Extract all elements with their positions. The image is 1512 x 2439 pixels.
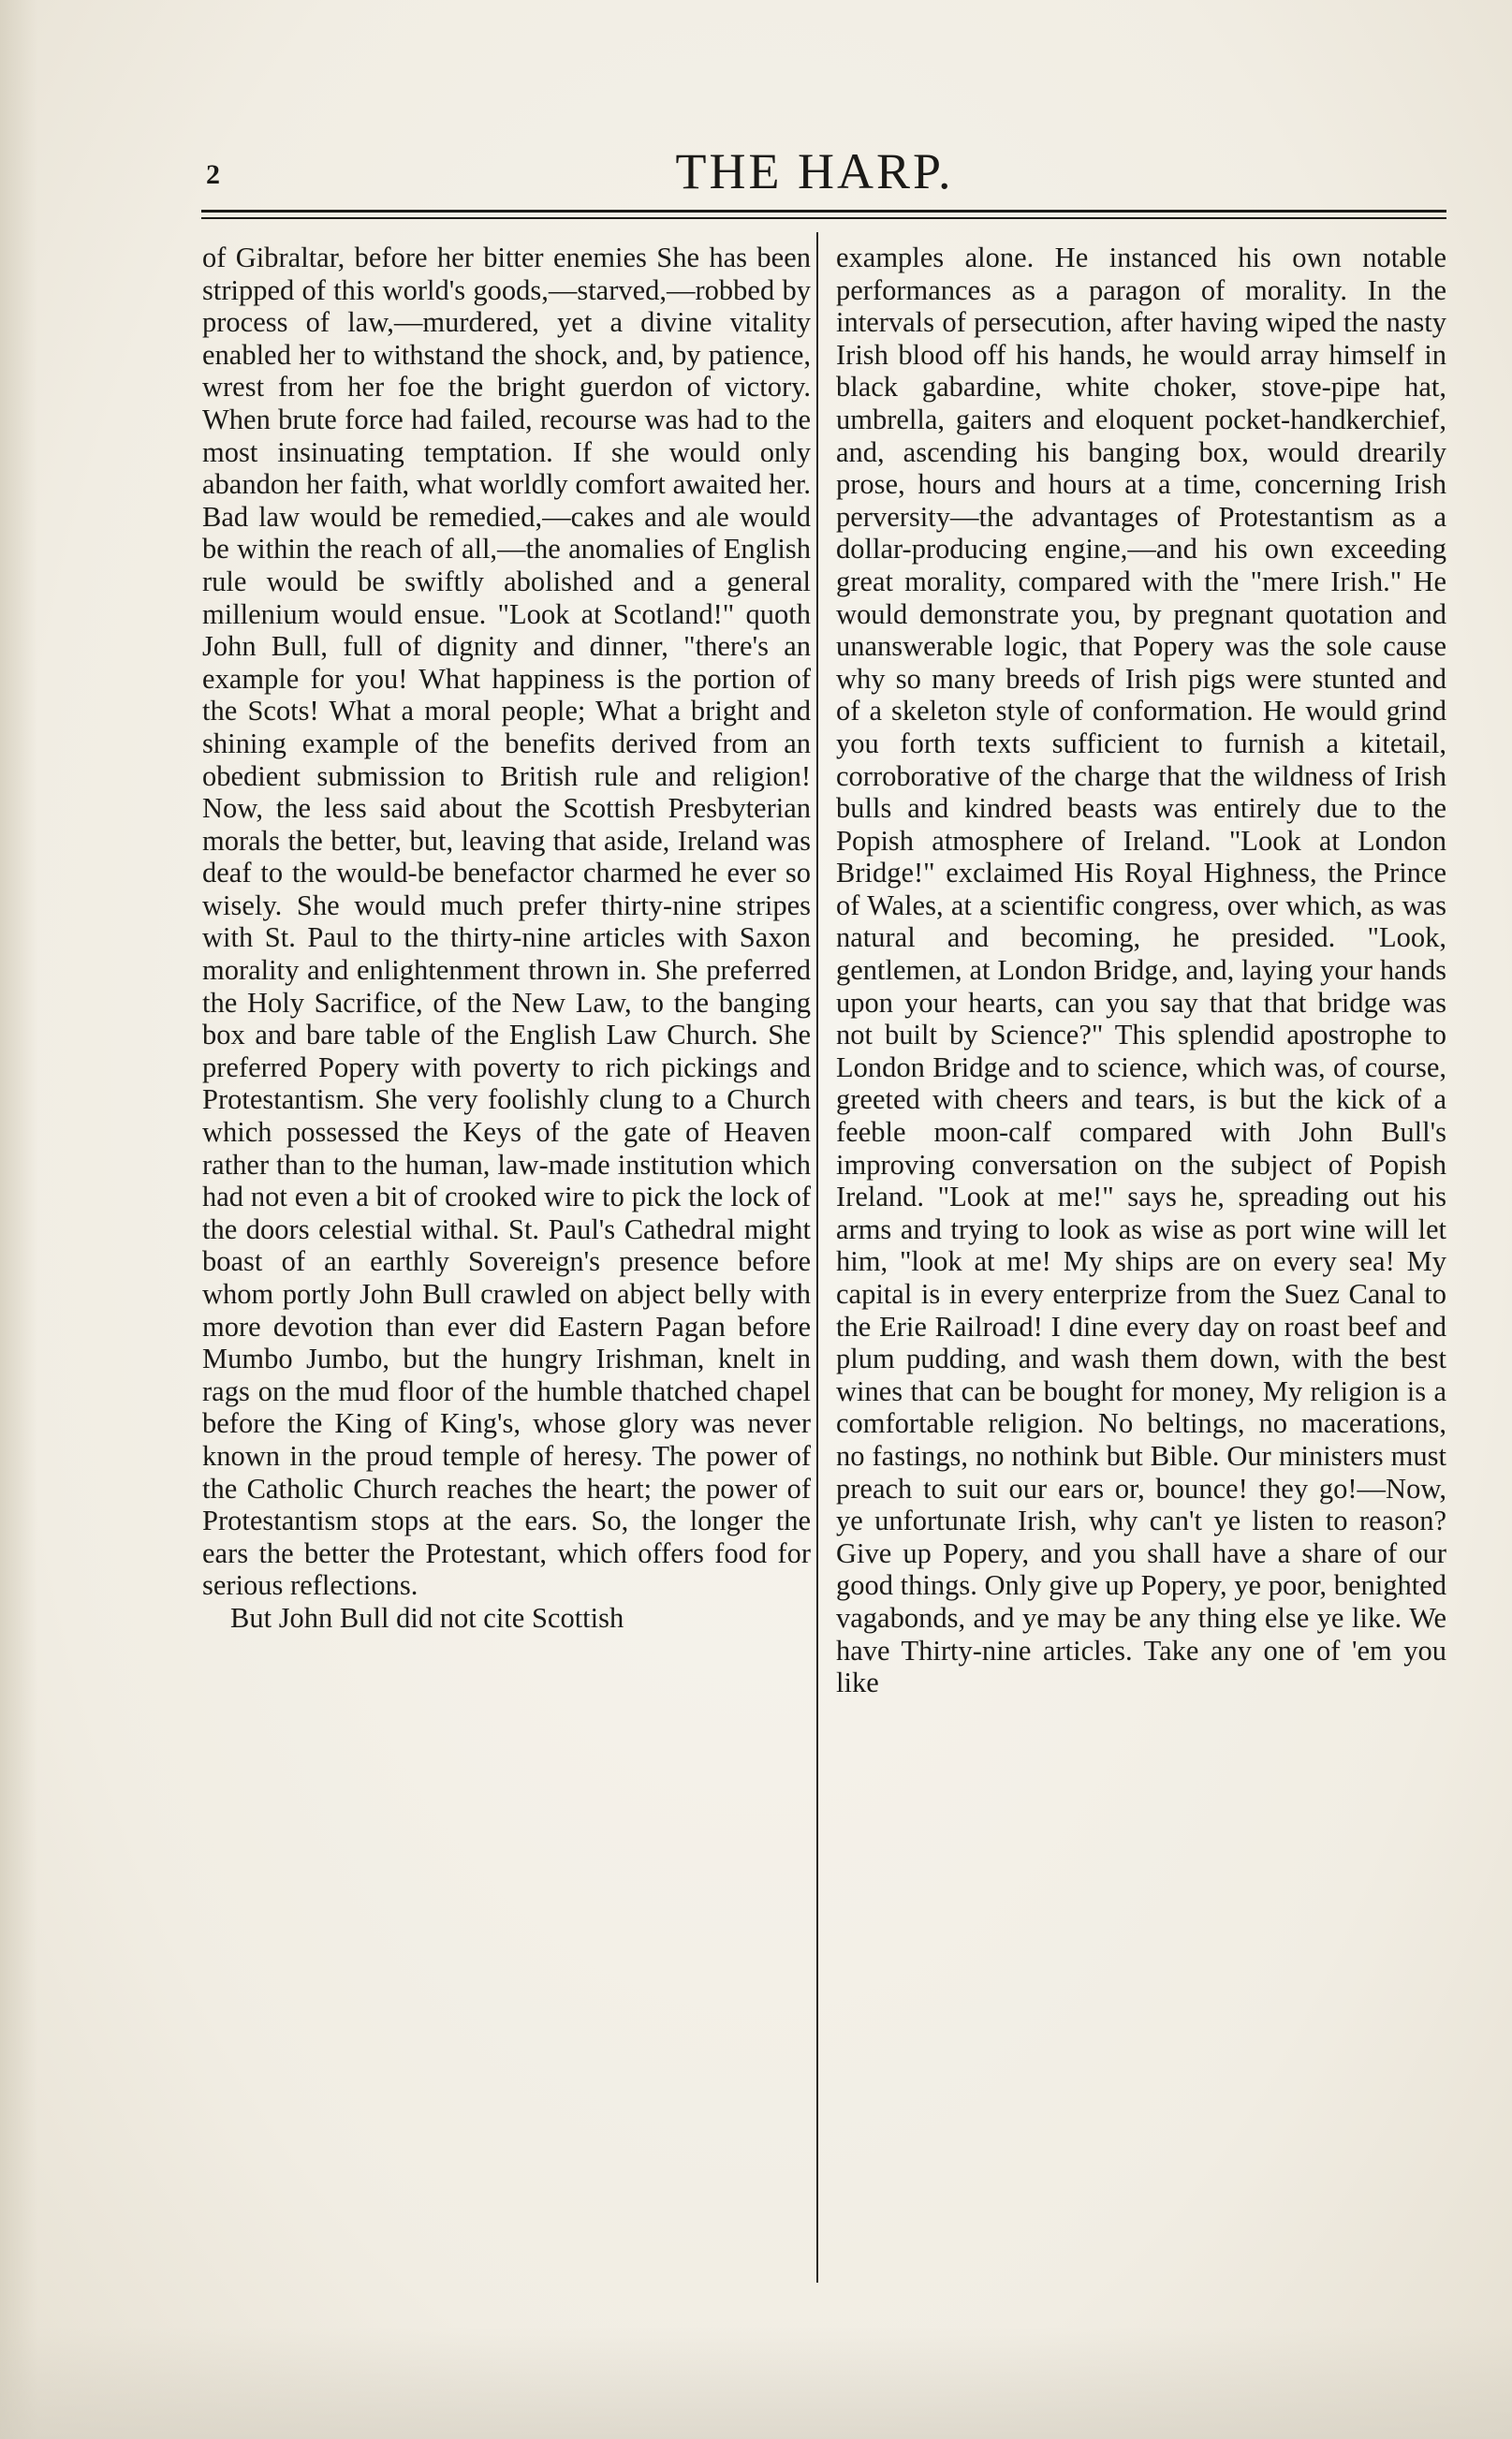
article-column-right [836, 242, 1446, 2273]
page-edge-shadow [0, 0, 37, 2439]
masthead-title: THE HARP. [675, 143, 954, 199]
header-rule-top [201, 210, 1446, 213]
page-number: 2 [206, 159, 220, 190]
column-right-paragraph-1: examples alone. He instanced his own notable performances as a paragon of morality. In the intervals of persecution, after having wiped the nasty Irish blood off his hands, he would array himself in black gabardine, white choker, stove-pipe hat, umbrella, gaiters and eloquent pocket-handkerchief, and, ascending his banging box, would drearily prose, hours and hours at a time, concerning Irish perversity—the advantages of Protestantism as a dollar-producing engine,—and his own exceeding great morality, compared with the "mere Irish." He would demonstrate you, by pregnant quotation and unanswerable logic, that Popery was the sole cause why so many breeds of Irish pigs were stunted and of a skeleton style of conformation. He would grind you forth texts sufficient to furnish a kitetail, corroborative of the charge that the wildness of Irish bulls and kindred beasts was entirely due to the Popish atmosphere of Ireland. "Look at London Bridge!" exclaimed His Royal Highness, the Prince of Wales, at a scientific congress, over which, as was natural and becoming, he presided. "Look, gentlemen, at London Bridge, and, laying your hands upon your hearts, can you say that that bridge was not built by Science?" This splendid apostrophe to London Bridge and to science, which was, of course, greeted with cheers and tears, is but the kick of a feeble moon-calf compared with John Bull's improving conversation on the subject of Popish Ireland. "Look at me!" says he, spreading out his arms and trying to look as wise as port wine will let him, "look at me! My ships are on every sea! My capital is in every enterprize from the Suez Canal to the Erie Railroad! I dine every day on roast beef and plum pudding, and wash them down, with the best wines that can be bought for money, My religion is a comfortable religion. No beltings, no macerations, no fastings, no nothink but Bible. Our ministers must preach to suit our ears or, bounce! they go!—Now, ye unfortunate Irish, why can't ye listen to reason? Give up Popery, and you shall have a share of our good things. Only give up Popery, ye poor, benighted vagabonds, and ye may be any thing else ye like. We have Thirty-nine articles. Take any one of 'em you like [836, 242, 1446, 1699]
page-bottom-stain [0, 2327, 1512, 2439]
column-left-paragraph-1: of Gibraltar, before her bitter enemies She has been stripped of this world's goods,—starved,—robbed by process of law,—murdered, yet a divine vitality enabled her to withstand the shock, and, by patience, wrest from her foe the bright guerdon of victory. When brute force had failed, recourse was had to the most insinuating temptation. If she would only abandon her faith, what worldly comfort awaited her. Bad law would be remedied,—cakes and ale would be within the reach of all,—the anomalies of English rule would be swiftly abolished and a general millenium would ensue. "Look at Scotland!" quoth John Bull, full of dignity and dinner, "there's an example for you! What happiness is the portion of the Scots! What a moral people; What a bright and shining example of the benefits derived from an obedient submission to British rule and religion! Now, the less said about the Scottish Presbyterian morals the better, but, leaving that aside, Ireland was deaf to the would-be benefactor charmed he ever so wisely. She would much prefer thirty-nine stripes with St. Paul to the thirty-nine articles with Saxon morality and enlightenment thrown in. She preferred the Holy Sacrifice, of the New Law, to the banging box and bare table of the English Law Church. She preferred Popery with poverty to rich pickings and Protestantism. She very foolishly clung to a Church which possessed the Keys of the gate of Heaven rather than to the human, law-made institution which had not even a bit of crooked wire to pick the lock of the doors celestial withal. St. Paul's Cathedral might boast of an earthly Sovereign's presence before whom portly John Bull crawled on abject belly with more devotion than ever did Eastern Pagan before Mumbo Jumbo, but the hungry Irishman, knelt in rags on the mud floor of the humble thatched chapel before the King of King's, whose glory was never known in the proud temple of heresy. The power of the Catholic Church reaches the heart; the power of Protestantism stops at the ears. So, the longer the ears the better the Protestant, which offers food for serious reflections. [202, 242, 811, 1602]
column-left-paragraph-2: But John Bull did not cite Scottish [230, 1601, 624, 1634]
header-rule-bottom [201, 217, 1446, 219]
article-column-left [202, 242, 811, 2273]
page-header [187, 139, 1442, 199]
column-divider [816, 232, 818, 2283]
